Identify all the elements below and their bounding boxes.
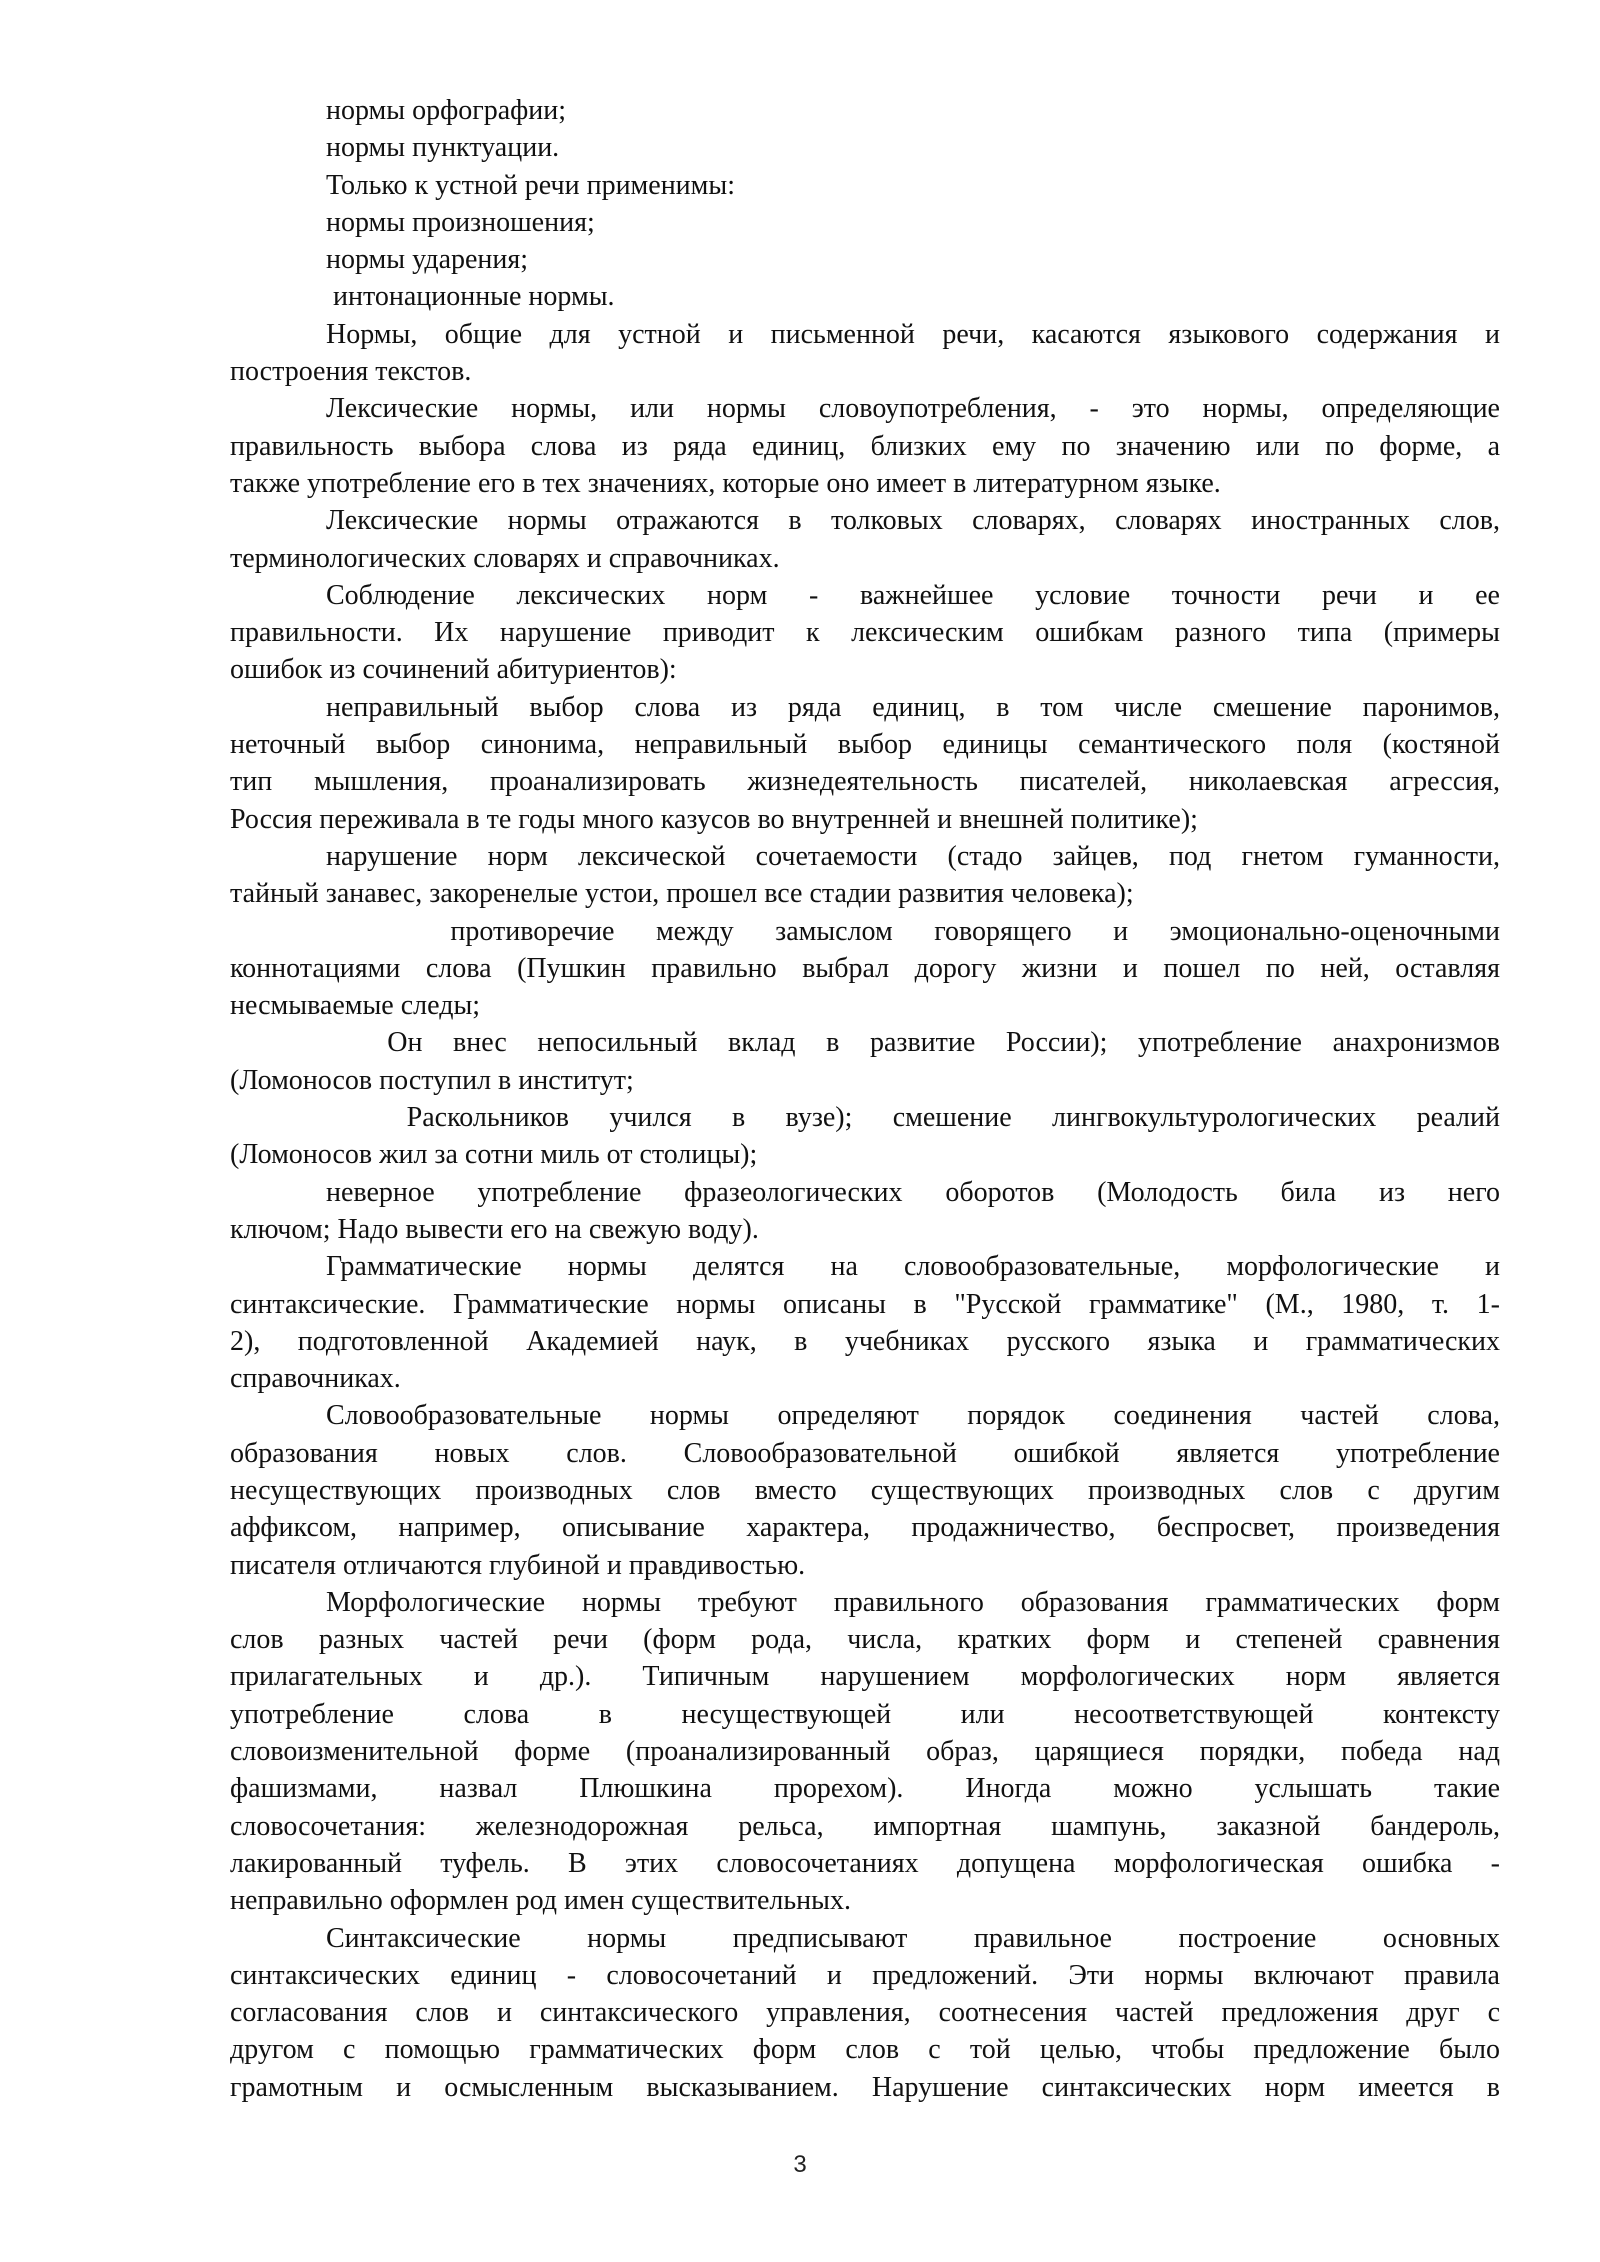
text-line: (Ломоносов поступил в институт;	[230, 1064, 634, 1096]
text-line: Он внес непосильный вклад в развитие России); употребление анахронизмов	[326, 1027, 1500, 1059]
text-line: правильности. Их нарушение приводит к лексическим ошибкам разного типа (примеры	[230, 617, 1500, 649]
text-line: аффиксом, например, описывание характера, продажничество, беспросвет, произведения	[230, 1512, 1500, 1544]
text-line: коннотациями слова (Пушкин правильно выбрал дорогу жизни и пошел по ней, оставляя	[230, 952, 1500, 984]
text-line: Нормы, общие для устной и письменной речи, касаются языкового содержания и	[326, 318, 1500, 350]
text-line: Морфологические нормы требуют правильного образования грамматических форм	[326, 1586, 1500, 1618]
text-line: 2), подготовленной Академией наук, в учебниках русского языка и грамматических	[230, 1325, 1500, 1357]
text-line: противоречие между замыслом говорящего и эмоционально-оценочными	[326, 915, 1501, 947]
text-line: лакированный туфель. В этих словосочетаниях допущена морфологическая ошибка -	[230, 1847, 1500, 1879]
text-line: несмываемые следы;	[230, 990, 481, 1022]
text-line: Только к устной речи применимы:	[326, 169, 735, 201]
text-line: тайный занавес, закоренелые устои, прошел все стадии развития человека);	[230, 878, 1134, 910]
text-line: нарушение норм лексической сочетаемости (стадо зайцев, под гнетом гуманности,	[326, 840, 1500, 872]
text-line: правильность выбора слова из ряда единиц, близких ему по значению или по форме, а	[230, 430, 1500, 462]
text-line: Раскольников учился в вузе); смешение лингвокультурологических реалий	[326, 1102, 1501, 1134]
text-line: нормы произношения;	[326, 206, 595, 238]
text-line: прилагательных и др.). Типичным нарушением морфологических норм является	[230, 1661, 1500, 1693]
text-line: интонационные нормы.	[326, 281, 615, 313]
text-line: неправильный выбор слова из ряда единиц, в том числе смешение паронимов,	[326, 691, 1500, 723]
document-body	[230, 92, 1500, 2106]
text-line: образования новых слов. Словообразовательной ошибкой является употребление	[230, 1437, 1500, 1469]
text-line: ошибок из сочинений абитуриентов):	[230, 654, 677, 686]
text-line: несуществующих производных слов вместо существующих производных слов с другим	[230, 1474, 1500, 1506]
text-line: писателя отличаются глубиной и правдивостью.	[230, 1549, 806, 1581]
text-line: Россия переживала в те годы много казусов во внутренней и внешней политике);	[230, 803, 1198, 835]
text-line: Словообразовательные нормы определяют порядок соединения частей слова,	[326, 1400, 1500, 1432]
text-line: Соблюдение лексических норм - важнейшее условие точности речи и ее	[326, 579, 1500, 611]
text-line: построения текстов.	[230, 356, 472, 388]
text-line: ключом; Надо вывести его на свежую воду).	[230, 1213, 759, 1245]
text-line: Синтаксические нормы предписывают правильное построение основных	[326, 1922, 1500, 1954]
text-line: тип мышления, проанализировать жизнедеятельность писателей, николаевская агрессия,	[230, 766, 1500, 798]
text-line: также употребление его в тех значениях, которые оно имеет в литературном языке.	[230, 467, 1221, 499]
page-number: 3	[793, 2151, 807, 2178]
text-line: фашизмами, назвал Плюшкина прорехом). Иногда можно услышать такие	[230, 1773, 1500, 1805]
text-line: неверное употребление фразеологических оборотов (Молодость била из него	[326, 1176, 1500, 1208]
text-line: нормы орфографии;	[326, 95, 567, 126]
text-line: нормы ударения;	[326, 244, 529, 276]
text-line: неправильно оформлен род имен существительных.	[230, 1885, 851, 1917]
text-line: словоизменительной форме (проанализированный образ, царящиеся порядки, победа над	[230, 1736, 1500, 1768]
text-line: слов разных частей речи (форм рода, числа, кратких форм и степеней сравнения	[230, 1624, 1500, 1656]
text-line: синтаксических единиц - словосочетаний и предложений. Эти нормы включают правила	[230, 1959, 1500, 1991]
text-line: справочниках.	[230, 1363, 401, 1395]
text-line: Грамматические нормы делятся на словообразовательные, морфологические и	[326, 1251, 1500, 1283]
text-line: Лексические нормы, или нормы словоупотребления, - это нормы, определяющие	[326, 393, 1500, 425]
text-line: словосочетания: железнодорожная рельса, импортная шампунь, заказной бандероль,	[230, 1810, 1500, 1842]
text-line: синтаксические. Грамматические нормы описаны в "Русской грамматике" (М., 1980, т. 1-	[230, 1288, 1500, 1320]
text-line: грамотным и осмысленным высказыванием. Нарушение синтаксических норм имеется в	[230, 2071, 1500, 2103]
text-line: терминологических словарях и справочниках.	[230, 542, 780, 574]
text-line: (Ломоносов жил за сотни миль от столицы);	[230, 1139, 758, 1171]
text-line: употребление слова в несуществующей или несоответствующей контексту	[230, 1698, 1500, 1730]
text-line: нормы пунктуации.	[326, 132, 560, 164]
text-line: другом с помощью грамматических форм слов с той целью, чтобы предложение было	[230, 2034, 1500, 2066]
text-line: согласования слов и синтаксического управления, соотнесения частей предложения друг с	[230, 1997, 1500, 2029]
text-line: Лексические нормы отражаются в толковых словарях, словарях иностранных слов,	[326, 505, 1500, 537]
text-line: неточный выбор синонима, неправильный выбор единицы семантического поля (костяной	[230, 729, 1500, 761]
